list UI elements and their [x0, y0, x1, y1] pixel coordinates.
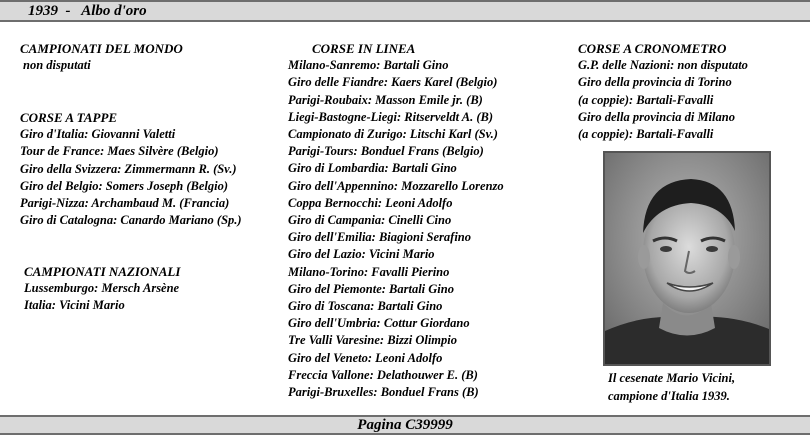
result-line: Giro di Lombardia: Bartali Gino	[288, 161, 457, 176]
tappe-section	[20, 109, 242, 229]
result-line: Giro del Lazio: Vicini Mario	[288, 247, 435, 262]
result-line: Giro dell'Appennino: Mozzarello Lorenzo	[288, 178, 504, 193]
result-line: Parigi-Bruxelles: Bonduel Frans (B)	[288, 385, 479, 400]
result-line: Giro di Catalogna: Canardo Mariano (Sp.)	[20, 213, 242, 228]
footer-bar	[0, 415, 810, 435]
linea-section	[288, 40, 504, 401]
result-line: Giro di Toscana: Bartali Gino	[288, 299, 443, 314]
result-line: Tour de France: Maes Silvère (Belgio)	[20, 144, 219, 159]
section-heading: CORSE IN LINEA	[312, 41, 416, 56]
result-line: Giro delle Fiandre: Kaers Karel (Belgio)	[288, 75, 498, 90]
result-line: Giro della Svizzera: Zimmermann R. (Sv.)	[20, 161, 237, 176]
result-line: Giro del Belgio: Somers Joseph (Belgio)	[20, 178, 228, 193]
result-line: Parigi-Roubaix: Masson Emile jr. (B)	[288, 92, 483, 107]
portrait-photo	[603, 151, 771, 366]
page-title: 1939 - Albo d'oro	[28, 3, 147, 19]
result-line: Milano-Sanremo: Bartali Gino	[288, 58, 449, 73]
result-line: Parigi-Nizza: Archambaud M. (Francia)	[20, 196, 230, 211]
result-line: Coppa Bernocchi: Leoni Adolfo	[288, 195, 453, 210]
result-line: Lussemburgo: Mersch Arsène	[24, 281, 180, 296]
mondiali-section	[20, 40, 183, 74]
result-line: (a coppie): Bartali-Favalli	[578, 92, 714, 107]
section-heading: CAMPIONATI DEL MONDO	[20, 41, 183, 56]
result-line: Giro del Veneto: Leoni Adolfo	[288, 350, 443, 365]
section-heading: CORSE A TAPPE	[20, 110, 118, 125]
result-line: Giro di Campania: Cinelli Cino	[288, 213, 452, 228]
result-line: Milano-Torino: Favalli Pierino	[288, 264, 450, 279]
result-line: Giro del Piemonte: Bartali Gino	[288, 281, 454, 296]
result-line: Parigi-Tours: Bonduel Frans (Belgio)	[288, 144, 484, 159]
header-bar	[0, 0, 810, 22]
caption-line: campione d'Italia 1939.	[608, 388, 730, 403]
result-line: Giro dell'Emilia: Biagioni Serafino	[288, 230, 472, 245]
result-line: Campionato di Zurigo: Litschi Karl (Sv.)	[288, 127, 498, 142]
result-line: Liegi-Bastogne-Liegi: Ritserveldt A. (B)	[288, 109, 494, 124]
section-heading: CORSE A CRONOMETRO	[578, 41, 727, 56]
result-line: Giro della provincia di Torino	[578, 75, 732, 90]
result-line: Giro dell'Umbria: Cottur Giordano	[288, 316, 470, 331]
section-heading: CAMPIONATI NAZIONALI	[24, 264, 181, 279]
result-line: non disputati	[23, 58, 91, 73]
caption-line: Il cesenate Mario Vicini,	[608, 371, 736, 385]
result-line: Italia: Vicini Mario	[24, 298, 125, 313]
result-line: G.P. delle Nazioni: non disputato	[578, 58, 748, 73]
result-line: Tre Valli Varesine: Bizzi Olimpio	[288, 333, 458, 348]
cronometro-section	[578, 40, 748, 143]
photo-caption	[608, 370, 735, 405]
result-line: Giro della provincia di Milano	[578, 109, 735, 124]
result-line: (a coppie): Bartali-Favalli	[578, 127, 714, 142]
result-line: Giro d'Italia: Giovanni Valetti	[20, 127, 176, 142]
result-line: Freccia Vallone: Delathouwer E. (B)	[288, 367, 478, 382]
nazionali-section	[24, 263, 180, 315]
page-number: Pagina C39999	[357, 417, 453, 433]
